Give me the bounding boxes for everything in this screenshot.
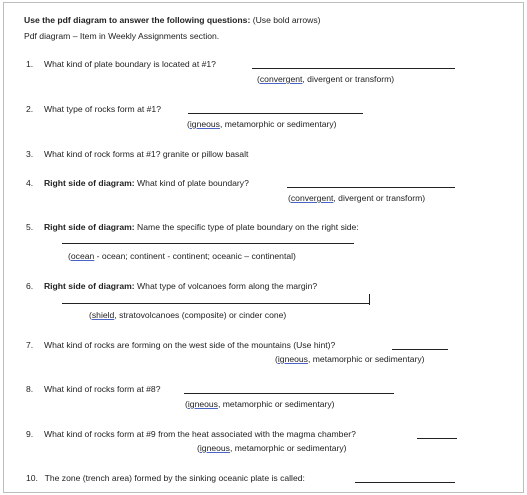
answer-blank-1[interactable] [252,68,455,69]
question-1 [26,59,216,69]
question-10 [26,473,305,483]
hint-underlined: ocean [70,251,95,261]
question-text: What kind of plate boundary? [134,178,249,188]
question-text: What kind of rocks are forming on the west side of the mountains (Use hint)? [43,340,336,350]
question-number: 7. [26,340,34,350]
question-text: The zone (trench area) formed by the sinking oceanic plate is called: [44,473,305,483]
hint-rest: , divergent or transform) [333,193,426,203]
hint-open: ( [288,193,291,203]
hint-rest: , metamorphic or sedimentary) [229,443,347,453]
title-bold: Use the pdf diagram to answer the following questions: [24,15,251,25]
question-number: 5. [26,222,34,232]
question-5 [26,222,359,232]
answer-blank-6[interactable] [62,303,369,304]
question-number: 1. [26,59,34,69]
question-4 [26,178,249,188]
question-text: What type of rocks form at #1? [43,104,161,114]
question-number: 10. [26,473,38,483]
hint-underlined: igneous [187,399,218,409]
title-rest: (Use bold arrows) [250,15,321,25]
text-cursor [369,294,370,305]
hint-open: ( [257,74,260,84]
answer-blank-2[interactable] [188,113,363,114]
hint-underlined: shield [91,310,115,320]
page-title [24,15,321,25]
page-subtitle: Pdf diagram – Item in Weekly Assignments section. [24,31,220,41]
hint-underlined: igneous [277,354,308,364]
question-2 [26,104,161,114]
question-8 [26,384,161,394]
question-text: What kind of rock forms at #1? granite or pillow basalt [43,149,249,159]
question-number: 8. [26,384,34,394]
hint-open: ( [89,310,92,320]
hint-4 [288,193,425,203]
hint-8 [185,399,335,409]
hint-7 [275,354,425,364]
hint-rest: , metamorphic or sedimentary) [219,119,337,129]
question-text: What kind of rocks form at #9 from the heat associated with the magma chamber? [43,429,356,439]
question-bold: Right side of diagram: [43,178,135,188]
hint-open: ( [68,251,71,261]
answer-blank-5[interactable] [62,243,354,244]
question-9 [26,429,356,439]
hint-2 [187,119,337,129]
hint-5 [68,251,296,261]
hint-underlined: convergent [259,74,303,84]
question-3 [26,149,248,159]
hint-9 [197,443,347,453]
answer-blank-4[interactable] [287,187,455,188]
answer-blank-8[interactable] [184,393,394,394]
answer-blank-9[interactable] [417,438,457,439]
question-number: 3. [26,149,34,159]
hint-open: ( [197,443,200,453]
question-bold: Right side of diagram: [43,222,135,232]
hint-rest: , metamorphic or sedimentary) [307,354,425,364]
hint-open: ( [185,399,188,409]
question-number: 6. [26,281,34,291]
hint-open: ( [187,119,190,129]
hint-rest: , stratovolcanoes (composite) or cinder cone) [114,310,287,320]
question-text: What type of volcanoes form along the margin? [134,281,318,291]
hint-open: ( [275,354,278,364]
hint-rest: - ocean; continent - continent; oceanic – continental) [94,251,296,261]
question-text: What kind of rocks form at #8? [43,384,161,394]
hint-underlined: igneous [199,443,230,453]
hint-rest: , metamorphic or sedimentary) [217,399,335,409]
question-7 [26,340,335,350]
hint-underlined: igneous [189,119,220,129]
question-number: 4. [26,178,34,188]
hint-rest: , divergent or transform) [302,74,395,84]
hint-1 [257,74,394,84]
answer-blank-10[interactable] [355,482,455,483]
question-6 [26,281,317,291]
question-number: 2. [26,104,34,114]
hint-6 [89,310,286,320]
question-text: Name the specific type of plate boundary on the right side: [134,222,359,232]
question-number: 9. [26,429,34,439]
hint-underlined: convergent [290,193,334,203]
question-text: What kind of plate boundary is located at #1? [43,59,216,69]
answer-blank-7[interactable] [392,349,448,350]
question-bold: Right side of diagram: [43,281,135,291]
